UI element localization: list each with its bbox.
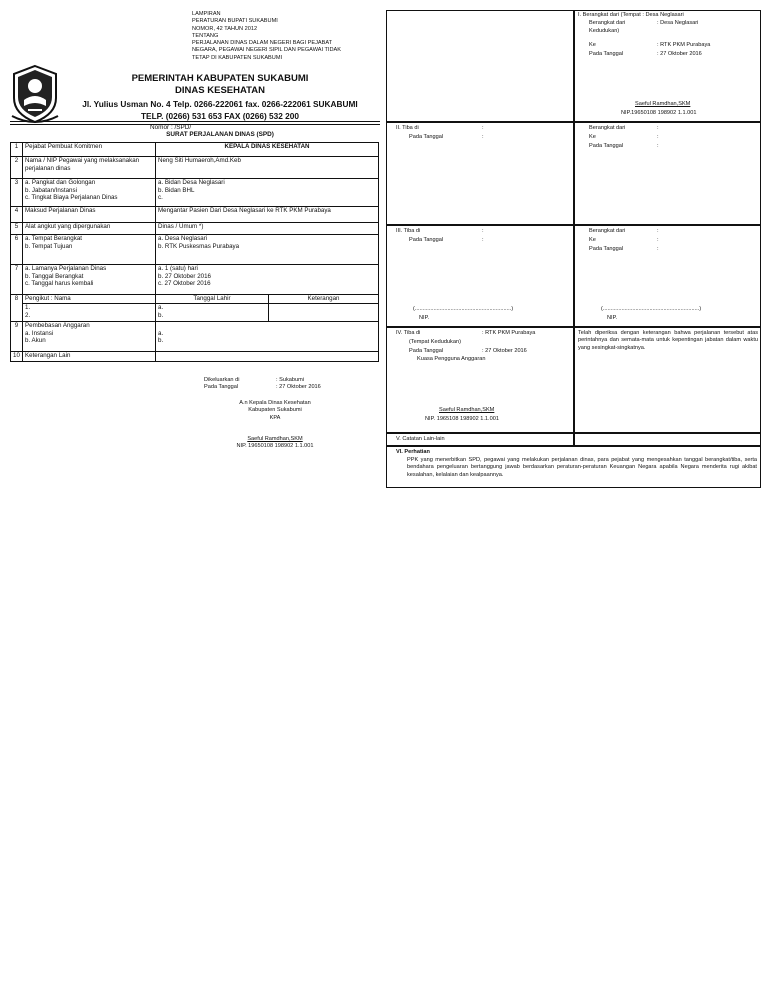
birthdate-item: a. [158,304,164,311]
section-3-left-signature-line: (..............................................................) [413,306,514,312]
section-2-to-label: Ke [589,134,596,140]
dept-name: DINAS KESEHATAN [175,85,265,96]
section-4-kpa-label: Kuasa Pengguna Anggaran [417,356,486,362]
row-value [156,352,379,362]
row-value-item: c. 27 Oktober 2016 [158,280,211,288]
row-label-item: c. Tanggal harus kembali [25,280,94,288]
row-label: Nama / NIP Pegawai yang melaksanakan perjalanan dinas [23,157,156,179]
follower-birthdates [156,304,269,322]
section-2-from-label: Berangkat dari [589,125,626,131]
document-title: SURAT PERJALANAN DINAS (SPD) [166,131,274,138]
row-label: Keterangan Lain [23,352,156,362]
row-label-item: b. Tempat Tujuan [25,242,73,250]
section-1-signer-nip: NIP.19650108 198902 1.1.001 [621,110,697,116]
signature-block [190,400,360,450]
section-3-to-value: : [657,237,659,243]
issued-at-value: : Sukabumi [276,377,304,383]
section-4-date-label: Pada Tanggal [409,348,444,354]
birthdate-item: b. [158,311,164,319]
row-value: Dinas / Umum *) [156,223,379,235]
table-row [11,265,379,295]
section-6-label: VI. Perhatian [396,449,430,455]
row-value [156,322,379,352]
section-1-signer-name: Saeful Ramdhan,SKM [635,101,691,107]
row-label: Maksud Perjalanan Dinas [23,207,156,223]
section-4-arrival [387,327,574,433]
col-birthdate-header: Tanggal Lahir [156,295,269,304]
table-row [11,143,379,157]
section-1-to-value: : RTK PKM Purabaya [657,42,711,48]
section-3-arrive-label: III. Tiba di [396,228,421,234]
lampiran-line: TETAP DI KABUPATEN SUKABUMI [192,54,283,61]
row-value: Mengantar Pasien Dari Desa Neglasari ke RTK PKM Purabaya [156,207,379,223]
regency-emblem-logo [10,64,60,124]
row-number: 2 [11,157,23,179]
row-label: Pejabat Pembuat Komitmen [23,143,156,157]
section-2-arrive-label: II. Tiba di [396,125,419,131]
row-number: 7 [11,265,23,295]
section-2-date-value-right: : [657,143,659,149]
signer-title: A.n Kepala Dinas Kesehatan [239,400,311,406]
row-label-item: a. Tempat Berangkat [25,235,82,242]
row-value-item [158,322,376,330]
row-label: Pengikut : Nama [23,295,156,304]
gov-name: PEMERINTAH KABUPATEN SUKABUMI [131,73,309,84]
section-3-from-value: : [657,228,659,234]
row-value [156,179,379,207]
row-value-item: c. [158,194,163,202]
row-label-item: b. Tanggal Berangkat [25,272,84,280]
row-label [23,235,156,265]
row-label [23,322,156,352]
row-value-item: a. 1 (satu) hari [158,265,198,272]
row-value [156,265,379,295]
section-4-arrive-value: : RTK PKM Purabaya [482,330,536,336]
section-2-arrive-value: : [482,125,484,131]
row-label-item: a. Lamanya Perjalanan Dinas [25,265,107,272]
table-row [11,295,379,304]
table-row [11,179,379,207]
section-4-date-value: : 27 Oktober 2016 [482,348,527,354]
row-label [23,179,156,207]
section-4-signer-name: Saeful Ramdhan,SKM [439,407,495,413]
section-2-from-value: : [657,125,659,131]
section-3-from-label: Berangkat dari [589,228,626,234]
section-3-right-nip: NIP. [607,315,618,321]
lampiran-line: TENTANG [192,32,219,39]
section-3-right-signature-line: (..............................................................) [601,306,702,312]
row-label: Alat angkut yang dipergunakan [23,223,156,235]
row-number: 1 [11,143,23,157]
issued-at-label: Dikeluarkan di [204,377,240,383]
row-number: 9 [11,322,23,352]
col-remarks-header: Keterangan [269,295,379,304]
header-rule-thin [10,124,380,125]
spd-table [10,142,379,362]
lampiran-line: NOMOR, 42 TAHUN 2012 [192,25,258,32]
lampiran-line: PERATURAN BUPATI SUKABUMI [192,18,278,25]
row-number: 8 [11,295,23,322]
table-row [11,157,379,179]
row-label-item: c. Tingkat Biaya Perjalanan Dinas [25,194,118,202]
section-1-to-label: Ke [589,42,596,48]
row-value-item: b. 27 Oktober 2016 [158,272,211,280]
section-3-date-value: : [482,237,484,243]
lampiran-line: LAMPIRAN [192,11,221,17]
row-value [156,235,379,265]
travel-stamp-form [386,10,761,488]
section-6-text: PPK yang menerbitkan SPD, pegawai yang melakukan perjalanan dinas, para pejabat yang mengesahkan tanggal berangkat/tiba, serta bendahara pengeluaran bertanggung jawab berdasarkan peraturan-peraturan Keuangan Negara apabila Negara menderita rugi akibat kesalahan, kelalaian dan kealpaannya. [407,457,757,478]
row-value-item: a. Desa Neglasari [158,235,208,242]
section-5-label: V. Catatan Lain-lain [396,436,445,442]
row-label-item: b. Akun [25,337,46,345]
section-5-blank [574,433,760,446]
section-2-departure [574,122,760,225]
section-1-date-value: : 27 Oktober 2016 [657,51,702,57]
issued-date-value: : 27 Oktober 2016 [276,384,321,391]
follower-item: 1. [25,304,31,311]
table-row [11,322,379,352]
section-4-arrive-note: (Tempat Kedudukan) [409,339,461,345]
section-3-date-value-right: : [657,246,659,252]
header-rule [10,121,380,122]
section-6-attention [387,446,760,487]
section-2-date-label: Pada Tanggal [409,134,444,140]
row-number: 4 [11,207,23,223]
row-number: 10 [11,352,23,362]
section-1-date-label: Pada Tanggal [589,51,624,57]
section-2-arrival [387,122,574,225]
row-value: Neng Siti Humaeroh,Amd.Keb [156,157,379,179]
section-1-from-note: Kedudukan) [589,28,620,34]
section-4-note-cell [574,327,760,433]
table-row [11,235,379,265]
lampiran-block [192,11,341,62]
section-3-arrival [387,225,574,327]
row-label-item: b. Jabatan/Instansi [25,186,77,194]
address-line-2: TELP. (0266) 531 653 FAX (0266) 532 200 [140,111,300,121]
section-4-verification-note: Telah diperiksa dengan keterangan bahwa perjalanan tersebut atas perintahnya dan semata-mata untuk kepentingan jabatan dalam waktu yang sesingkat-singkatnya. [578,330,758,351]
header-title [60,73,380,97]
section-2-date-label-right: Pada Tanggal [589,143,624,149]
lampiran-line: PERJALANAN DINAS DALAM NEGERI BAGI PEJABAT [192,40,333,47]
row-number: 3 [11,179,23,207]
section-3-date-label: Pada Tanggal [409,237,444,243]
signer-nip: NIP. 19650108 198902 1.1.001 [236,443,314,450]
table-row [11,207,379,223]
table-row [11,352,379,362]
signer-role: KPA [269,414,281,421]
row-label-item: Pembebasan Anggaran [25,322,90,329]
section-1-from-value: : Desa Neglasari [657,20,699,26]
section-3-left-nip: NIP. [419,315,430,321]
table-row [11,223,379,235]
row-value-item: a. Bidan Desa Neglasari [158,179,225,186]
section-1-from-label: Berangkat dari [589,20,626,26]
issued-date-label: Pada Tanggal [204,384,239,391]
section-3-departure [574,225,760,327]
section-2-date-value: : [482,134,484,140]
row-label-item: a. Pangkat dan Golongan [25,179,96,186]
header-address [60,98,380,122]
table-row [11,304,379,322]
document-number: Nomor : /SPD/ [150,124,192,131]
row-value: KEPALA DINAS KESEHATAN [156,143,379,157]
row-value-item: b. [158,337,164,345]
section-1-left-blank [387,11,574,122]
signer-region: Kabupaten Sukabumi [248,407,302,414]
row-value-item: b. Bidan BHL [158,186,195,194]
lampiran-line: NEGARA, PEGAWAI NEGERI SIPIL DAN PEGAWAI TIDAK [192,47,341,54]
follower-item: 2. [25,311,31,319]
row-value-item: b. RTK Puskesmas Purabaya [158,242,240,250]
row-value-item: a. [158,329,164,337]
follower-names [23,304,156,322]
row-number: 6 [11,235,23,265]
section-5-notes [387,433,574,446]
row-label-item: a. Instansi [25,329,54,337]
row-label [23,265,156,295]
section-4-arrive-label: IV. Tiba di [396,330,421,336]
address-line-1: Jl. Yulius Usman No. 4 Telp. 0266-222061 fax. 0266-222061 SUKABUMI [82,99,358,109]
section-3-date-label-right: Pada Tanggal [589,246,624,252]
follower-remarks [269,304,379,322]
row-number: 5 [11,223,23,235]
signer-name: Saeful Ramdhan,SKM [247,435,303,442]
issue-info [204,377,321,392]
section-3-arrive-value: : [482,228,484,234]
section-4-signer-nip: NIP. 1965108 198902 1.1.001 [425,416,499,422]
section-1-departure [574,11,760,122]
section-3-to-label: Ke [589,237,596,243]
section-1-heading: I. Berangkat dari (Tempat : Desa Neglasari [578,12,684,18]
section-2-to-value: : [657,134,659,140]
